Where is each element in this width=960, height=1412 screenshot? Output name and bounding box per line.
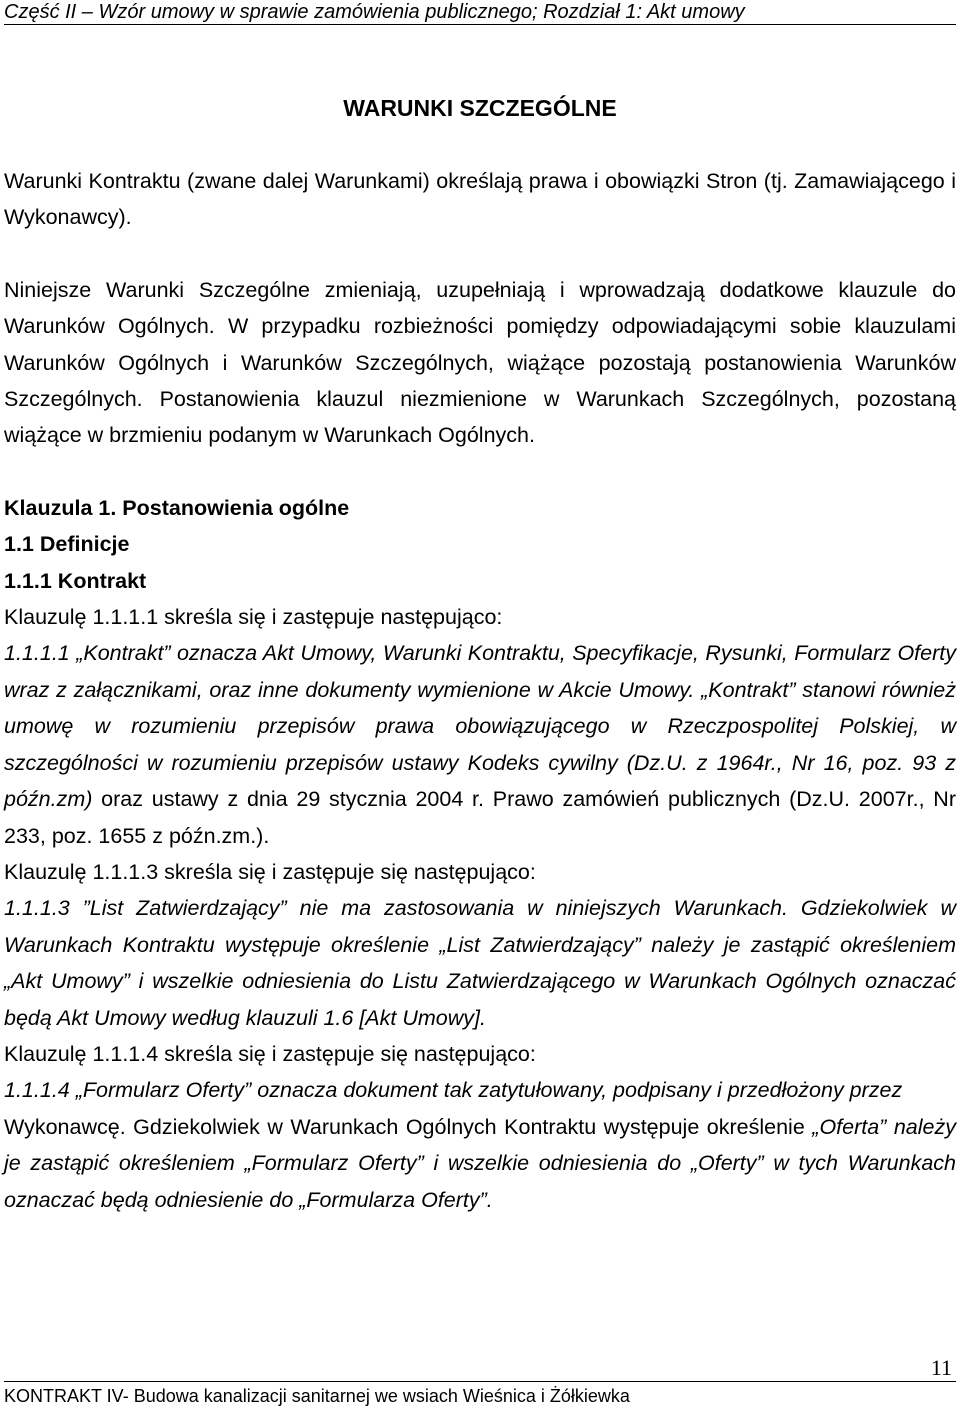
clause-1-1-1-3-plain: Gdziekolwiek w Warunkach Kontraktu występuje określenie „List Zatwierdzający” należy je zastąpić określeniem „Akt Umowy” i wszelkie odniesienia do Listu Zatwierdzającego w Warunkach Ogólnych oznaczać będą Akt Umowy według klauzuli 1.6 [Akt Umowy]. bbox=[4, 896, 956, 1030]
running-header bbox=[4, 0, 956, 25]
clause-1-1-1-4-intro: Klauzulę 1.1.1.4 skreśla się i zastępuje się następująco: bbox=[4, 1041, 536, 1066]
page-title: WARUNKI SZCZEGÓLNE bbox=[343, 95, 617, 121]
clause-1-1-1-3-italic: 1.1.1.3 ”List Zatwierdzający” nie ma zastosowania w niniejszych Warunkach. bbox=[4, 896, 788, 921]
clause-1-1-1-3-intro: Klauzulę 1.1.1.3 skreśla się i zastępuje się następująco: bbox=[4, 859, 536, 884]
clause-1-1-1-3-text bbox=[4, 890, 956, 1036]
paragraph-parties: Warunki Kontraktu (zwane dalej Warunkami) określają prawa i obowiązki Stron (tj. Zamawiającego i Wykonawcy). bbox=[4, 169, 956, 230]
clause-heading: Klauzula 1. Postanowienia ogólne bbox=[4, 495, 350, 520]
document-body bbox=[4, 163, 956, 1218]
paragraph-scope: Niniejsze Warunki Szczególne zmieniają, uzupełniają i wprowadzają dodatkowe klauzule do Warunków Ogólnych. W przypadku rozbieżności pomiędzy odpowiadającymi sobie klauzulami Warunków Ogólnych i Warunków Szczególnych, wiążące pozostają postanowienia Warunków Szczególnych. Postanowienia klauzul niezmienione w Warunkach Szczególnych, pozostaną wiążące w brzmieniu podanym w Warunkach Ogólnych. bbox=[4, 277, 956, 448]
clause-1-1-1-4-line1: 1.1.1.4 „Formularz Oferty” oznacza dokument tak zatytułowany, podpisany i przedłożony przez bbox=[4, 1078, 903, 1103]
clause-1-1-1-1-plain: oraz ustawy z dnia 29 stycznia 2004 r. Prawo zamówień publicznych (Dz.U. 2007r., Nr 233, poz. 1655 z późn.zm.). bbox=[4, 787, 956, 848]
clause-1-1-1-1-text bbox=[4, 635, 956, 853]
clause-1-1-1-1-italic: 1.1.1.1 „Kontrakt” oznacza Akt Umowy, Warunki Kontraktu, Specyfikacje, Rysunki, Formularz Oferty wraz z załącznikami, oraz inne dokumenty wymienione w Akcie Umowy. „Kontrakt” stanowi również umowę w rozumieniu przepisów prawa obowiązującego w Rzeczpospolitej Polskiej, w szczególności w rozumieniu przepisów ustawy Kodeks cywilny (Dz.U. z 1964r., Nr 16, poz. 93 z późn.zm) bbox=[4, 641, 956, 812]
clause-1-1-1-4-rest-plain: Wykonawcę. Gdziekolwiek w Warunkach Ogólnych Kontraktu występuje określenie bbox=[4, 1114, 813, 1139]
page-number: 11 bbox=[930, 1355, 952, 1380]
footer-text: KONTRAKT IV- Budowa kanalizacji sanitarnej we wsiach Wieśnica i Żółkiewka bbox=[4, 1386, 630, 1406]
running-header-text: Część II – Wzór umowy w sprawie zamówienia publicznego; Rozdział 1: Akt umowy bbox=[4, 1, 745, 23]
clause-1-1-1-4-rest-italic: „Oferta” należy je zastąpić określeniem „Formularz Oferty” i wszelkie odniesienia do „Oferty” w tych Warunkach oznaczać będą odniesienie do „Formularza Oferty”. bbox=[4, 1114, 956, 1212]
section-heading: 1.1 Definicje bbox=[4, 532, 130, 557]
subsection-heading: 1.1.1 Kontrakt bbox=[4, 568, 147, 593]
clause-1-1-1-1-intro: Klauzulę 1.1.1.1 skreśla się i zastępuje następująco: bbox=[4, 605, 503, 630]
clause-1-1-1-4-rest bbox=[4, 1109, 956, 1218]
page-footer bbox=[4, 1381, 956, 1408]
